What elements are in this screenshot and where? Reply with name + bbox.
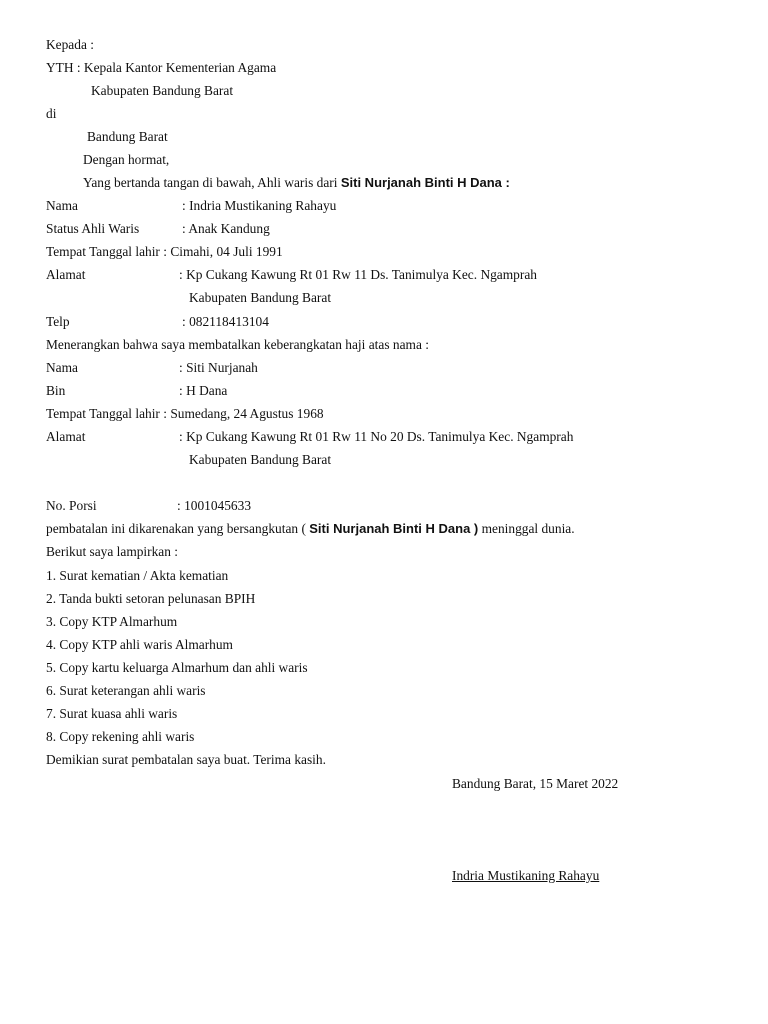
heir-address-value: : Kp Cukang Kawung Rt 01 Rw 11 Ds. Tanimulya Kec. Ngamprah: [179, 267, 537, 282]
city-line: Bandung Barat: [87, 129, 168, 144]
heir-birth-value: : Cimahi, 04 Juli 1991: [163, 244, 283, 259]
heir-status-label: Status Ahli Waris: [46, 221, 140, 236]
reason-text-before: pembatalan ini dikarenakan yang bersangkutan (: [46, 521, 310, 536]
reason-text-after: meninggal dunia.: [478, 521, 575, 536]
pilgrim-address-label: Alamat: [46, 429, 86, 444]
attachment-item: 5. Copy kartu keluarga Almarhum dan ahli waris: [46, 660, 308, 675]
heir-status-value: : Anak Kandung: [182, 221, 270, 236]
heir-address-value-2: Kabupaten Bandung Barat: [189, 290, 332, 305]
closing-line: Demikian surat pembatalan saya buat. Terima kasih.: [46, 752, 326, 767]
pilgrim-bin-value: : H Dana: [179, 383, 228, 398]
pilgrim-address-value-2: Kabupaten Bandung Barat: [189, 452, 332, 467]
kepada-line: Kepada :: [46, 37, 94, 52]
intro-deceased-name: Siti Nurjanah Binti H Dana :: [340, 175, 510, 190]
salutation-line: Dengan hormat,: [83, 152, 170, 167]
pilgrim-birth-line: [46, 406, 324, 422]
signature-name: Indria Mustikaning Rahayu: [452, 868, 600, 883]
yth-line: YTH : Kepala Kantor Kementerian Agama: [46, 60, 277, 75]
heir-phone-value: : 082118413104: [182, 314, 269, 329]
pilgrim-birth-value: : Sumedang, 24 Agustus 1968: [163, 406, 324, 421]
place-date: Bandung Barat, 15 Maret 2022: [452, 776, 619, 791]
heir-birth-line: [46, 244, 283, 260]
attachment-item: 4. Copy KTP ahli waris Almarhum: [46, 637, 233, 652]
attachment-item: 2. Tanda bukti setoran pelunasan BPIH: [46, 591, 256, 606]
attachments-title: Berikut saya lampirkan :: [46, 544, 179, 559]
intro-text: Yang bertanda tangan di bawah, Ahli waris dari: [83, 175, 341, 190]
attachment-item: 1. Surat kematian / Akta kematian: [46, 568, 229, 583]
attachment-item: 6. Surat keterangan ahli waris: [46, 683, 206, 698]
heir-address-label: Alamat: [46, 267, 86, 282]
heir-name-value: : Indria Mustikaning Rahayu: [182, 198, 337, 213]
heir-name-label: Nama: [46, 198, 78, 213]
kabupaten-line: Kabupaten Bandung Barat: [91, 83, 234, 98]
intro-line: [83, 175, 510, 191]
pilgrim-porsi-value: : 1001045633: [177, 498, 252, 513]
reason-deceased-name: Siti Nurjanah Binti H Dana ): [309, 521, 479, 536]
attachment-item: 7. Surat kuasa ahli waris: [46, 706, 178, 721]
statement-line: Menerangkan bahwa saya membatalkan keberangkatan haji atas nama :: [46, 337, 429, 352]
heir-phone-label: Telp: [46, 314, 70, 329]
pilgrim-address-value: : Kp Cukang Kawung Rt 01 Rw 11 No 20 Ds. Tanimulya Kec. Ngamprah: [179, 429, 574, 444]
attachment-item: 3. Copy KTP Almarhum: [46, 614, 178, 629]
di-line: di: [46, 106, 57, 121]
attachment-item: 8. Copy rekening ahli waris: [46, 729, 195, 744]
pilgrim-porsi-label: No. Porsi: [46, 498, 97, 513]
pilgrim-birth-label: Tempat Tanggal lahir: [46, 406, 160, 421]
pilgrim-name-value: : Siti Nurjanah: [179, 360, 258, 375]
pilgrim-name-label: Nama: [46, 360, 78, 375]
pilgrim-bin-label: Bin: [46, 383, 66, 398]
heir-birth-label: Tempat Tanggal lahir: [46, 244, 160, 259]
reason-line: [46, 521, 575, 537]
